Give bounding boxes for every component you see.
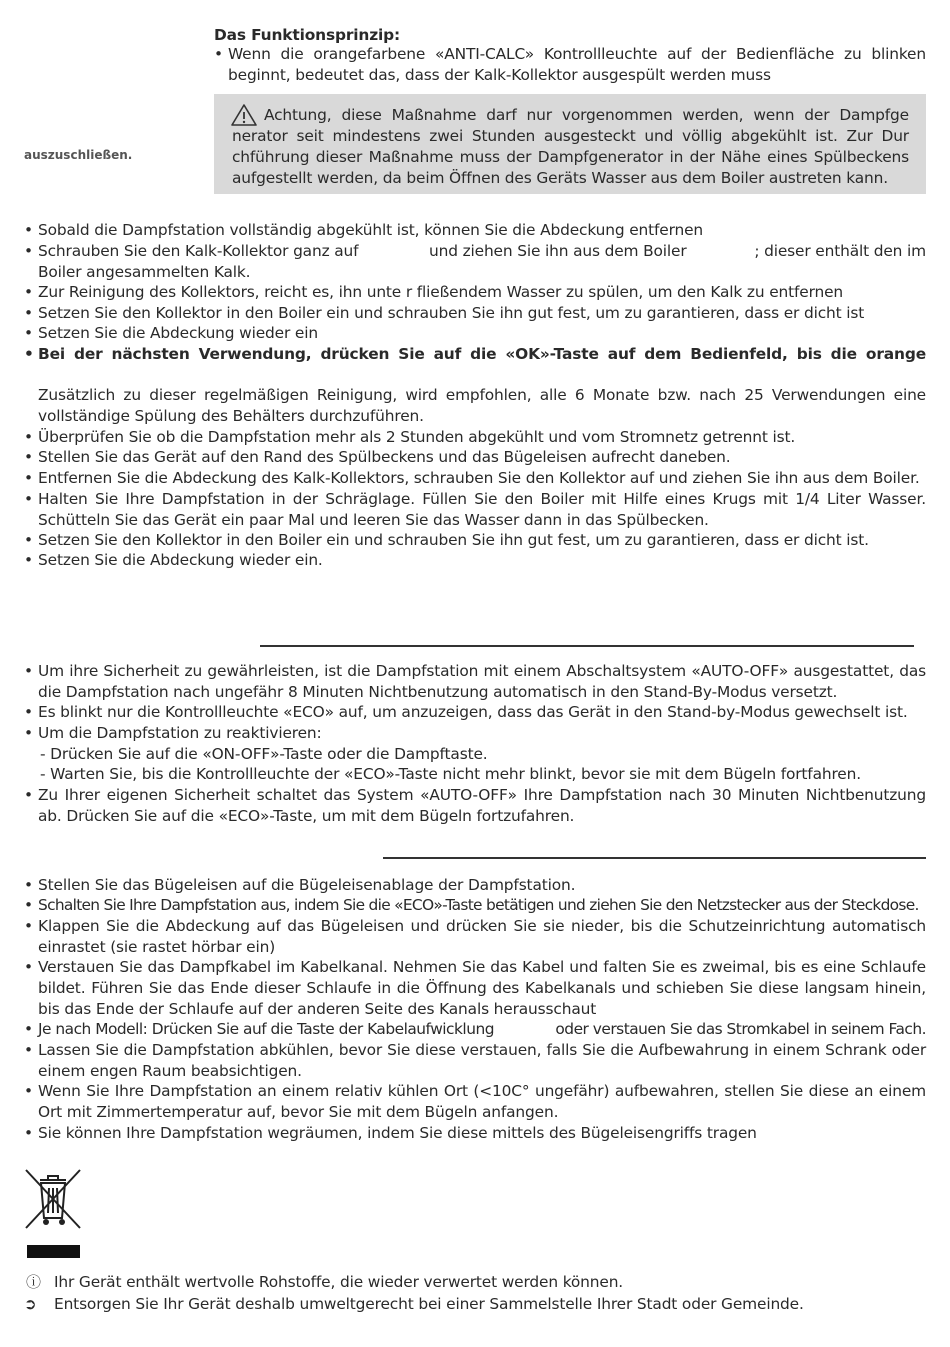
list-item: • Um die Dampfstation zu reaktivieren: [24,724,322,742]
sub-item: - Warten Sie, bis die Kontrollleuchte der «ECO»-Taste nicht mehr blinkt, bevor sie mit dem Bügeln fortfahren. [40,765,861,783]
warning-line-1: Achtung, diese Maßnahme darf nur vorgenommen werden, wenn der Dampfge [264,106,909,124]
list-item: • Es blinkt nur die Kontrollleuchte «ECO» auf, um anzuzeigen, dass das Gerät in den Stand-by-Modus gewechselt ist. [24,703,908,721]
list-item: • Überprüfen Sie ob die Dampfstation mehr als 2 Stunden abgekühlt und vom Stromnetz getrennt ist. [24,428,796,446]
list-item: • Setzen Sie die Abdeckung wieder ein [24,324,318,342]
list-item: • Setzen Sie den Kollektor in den Boiler ein und schrauben Sie ihn gut fest, um zu garantieren, dass er dicht ist. [24,531,869,549]
warning-line-3: chführung dieser Maßnahme muss der Dampfgenerator in der Nähe eines Spülbeckens [232,148,909,166]
principle-bullet-text: Wenn die orangefarbene «ANTI-CALC» Kontrollleuchte auf der Bedienfläche zu blinken beginnt, bedeutet das, dass der Kalk-Kollektor ausgespült werden muss [228,45,926,84]
list-item: • Klappen Sie die Abdeckung auf das Bügeleisen und drücken Sie sie nieder, bis die Schutzeinrichtung automatisch einrastet (sie rastet hörbar ein) [24,917,926,956]
principle-heading: Das Funktionsprinzip: [214,26,400,44]
dispose-text: Entsorgen Sie Ihr Gerät deshalb umweltgerecht bei einer Sammelstelle Ihrer Stadt oder Gemeinde. [54,1295,804,1313]
info-text: Ihr Gerät enthält wertvolle Rohstoffe, die wieder verwertet werden können. [54,1273,624,1291]
arrow-right-icon: ➲ [24,1295,37,1313]
warning-triangle-icon [230,103,258,127]
list-item: • Setzen Sie den Kollektor in den Boiler ein und schrauben Sie ihn gut fest, um zu garantieren, dass er dicht ist [24,304,865,322]
list-item: • Setzen Sie die Abdeckung wieder ein. [24,551,323,569]
warning-line-2: nerator seit mindestens zwei Stunden ausgesteckt und völlig abgekühlt ist. Zur Dur [232,127,909,145]
list-item: • Lassen Sie die Dampfstation abkühlen, bevor Sie diese verstauen, falls Sie die Aufbewahrung in einem Schrank oder einem engen Raum beabsichtigen. [24,1041,926,1080]
list-item: • Entfernen Sie die Abdeckung des Kalk-Kollektors, schrauben Sie den Kollektor auf und ziehen Sie ihn aus dem Boiler. [24,469,920,487]
principle-bullet [214,44,926,86]
warning-line-4: aufgestellt werden, da beim Öffnen des Geräts Wasser aus dem Boiler austreten kann. [232,169,888,187]
warning-box [214,94,926,194]
side-note: auszuschließen. [24,148,133,162]
info-circle-icon: ⓘ [26,1273,41,1291]
list-item: • Verstauen Sie das Dampfkabel im Kabelkanal. Nehmen Sie das Kabel und falten Sie es zweimal, bis es eine Schlaufe bildet. Führen Sie das Ende dieser Schlaufe in die Öffnung des Kabelkanals und schieben Sie diese langsam hinein, bis das Ende der Schlaufe auf der anderen Seite des Kanals herausschaut [24,958,926,1018]
rinse-intro: Zusätzlich zu dieser regelmäßigen Reinigung, wird empfohlen, alle 6 Monate bzw. nach 25 Verwendungen eine vollständige Spülung des Behälters durchzuführen. [38,386,926,425]
list-item: • Wenn Sie Ihre Dampfstation an einem relativ kühlen Ort (<10C° ungefähr) aufbewahren, stellen Sie diese an einem Ort mit Zimmertemperatur auf, bevor Sie mit dem Bügeln anfangen. [24,1082,926,1121]
list-item: • Zu Ihrer eigenen Sicherheit schaltet das System «AUTO-OFF» Ihre Dampfstation nach 30 Minuten Nichtbenutzung ab. Drücken Sie auf die «ECO»-Taste, um mit dem Bügeln fortzufahren. [24,786,926,825]
section-rule [260,645,914,647]
section-rule [383,857,926,859]
list-item: • Stellen Sie das Gerät auf den Rand des Spülbeckens und das Bügeleisen aufrecht daneben. [24,448,731,466]
list-item: • Halten Sie Ihre Dampfstation in der Schräglage. Füllen Sie den Boiler mit Hilfe eines Krugs mit 1/4 Liter Wasser. Schütteln Sie das Gerät ein paar Mal und leeren Sie das Wasser dann in das Spülbecken. [24,490,926,529]
bullet-marker: • [214,45,223,63]
list-item: • Sie können Ihre Dampfstation wegräumen, indem Sie diese mittels des Bügeleisengriffs tragen [24,1124,757,1142]
list-item-bold: • Bei der nächsten Verwendung, drücken Sie auf die «OK»-Taste auf dem Bedienfeld, bis die orange [24,345,926,363]
weee-bar [27,1245,80,1258]
list-item: • Sobald die Dampfstation vollständig abgekühlt ist, können Sie die Abdeckung entfernen [24,221,704,239]
list-item: • Zur Reinigung des Kollektors, reicht es, ihn unte r fließendem Wasser zu spülen, um den Kalk zu entfernen [24,283,844,301]
list-item: • Stellen Sie das Bügeleisen auf die Bügeleisenablage der Dampfstation. [24,876,576,894]
crossed-out-wheelie-bin-icon [24,1168,82,1230]
sub-item: - Drücken Sie auf die «ON-OFF»-Taste oder die Dampftaste. [40,745,488,763]
list-item: • Schalten Sie Ihre Dampfstation aus, indem Sie die «ECO»-Taste betätigen und ziehen Sie den Netzstecker aus der Steckdose. [24,896,919,914]
list-item: • Um ihre Sicherheit zu gewährleisten, ist die Dampfstation mit einem Abschaltsystem «AUTO-OFF» ausgestattet, das die Dampfstation nach ungefähr 8 Minuten Nichtbenutzung automatisch in den Stand-By-Modus versetzt. [24,662,926,701]
